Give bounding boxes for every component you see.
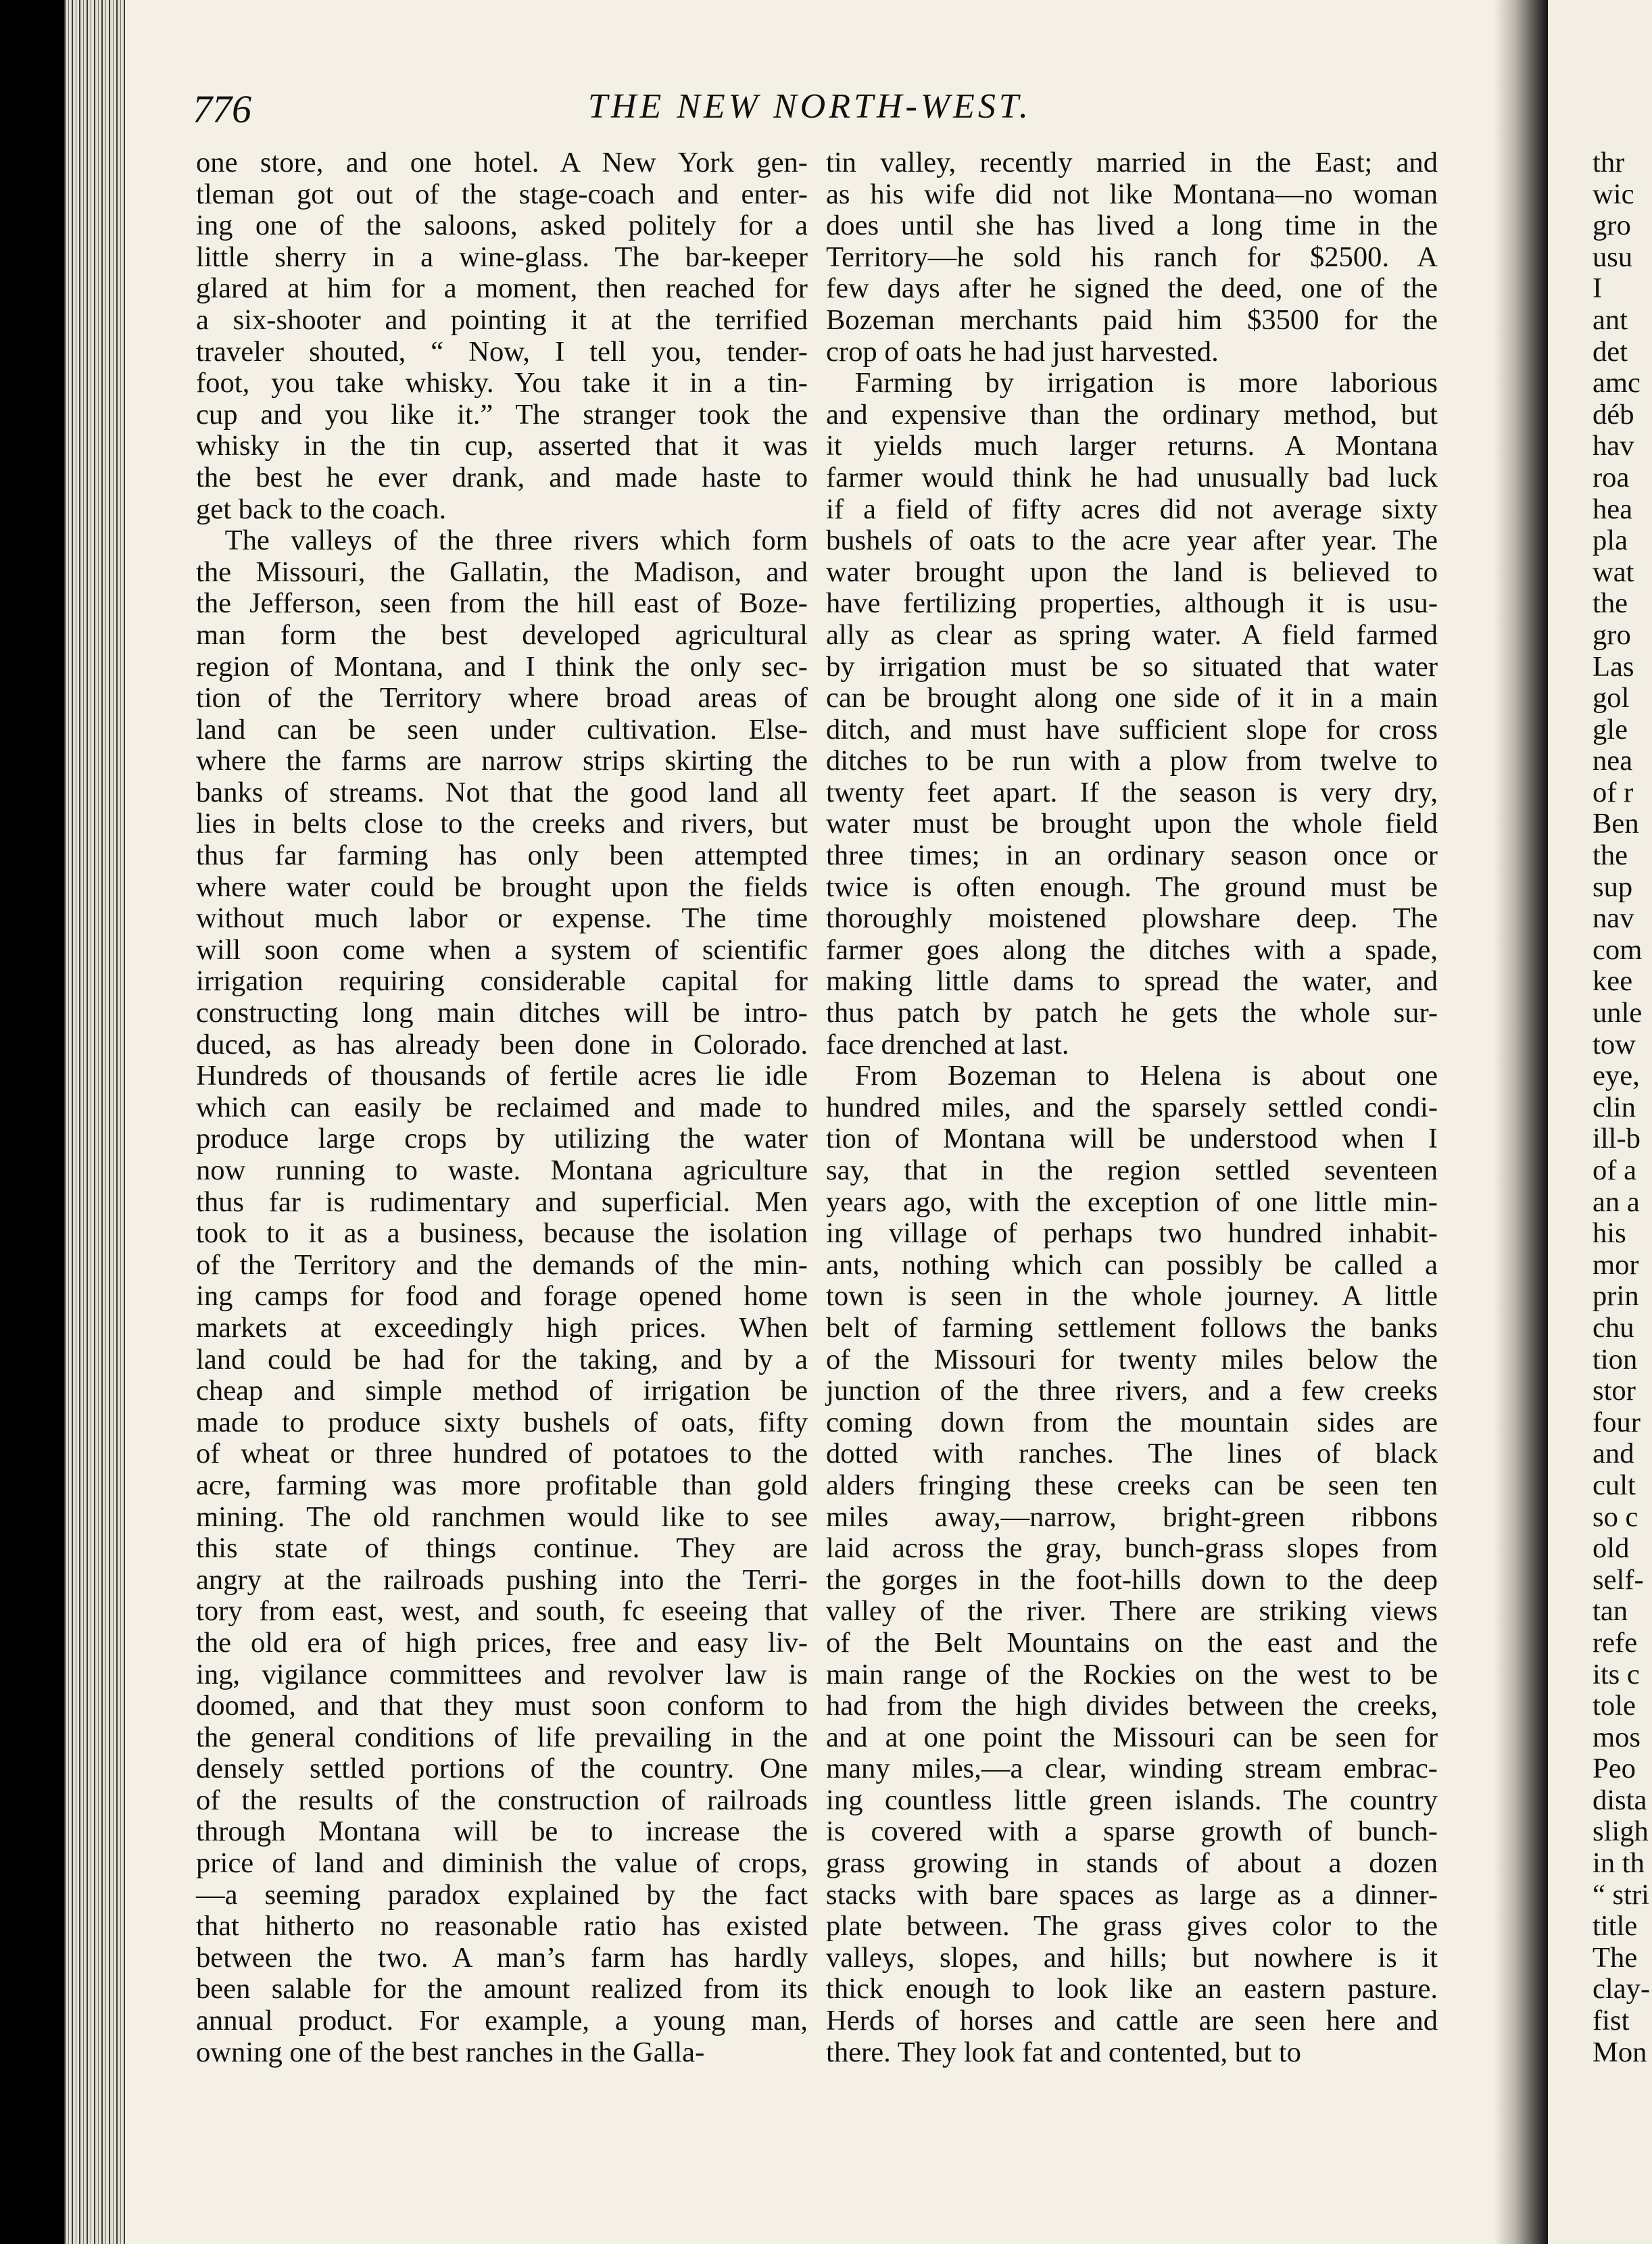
text-line: now running to waste. Montana agriculture bbox=[196, 1154, 808, 1186]
text-line: cup and you like it.” The stranger took the bbox=[196, 398, 808, 431]
left-column bbox=[196, 147, 808, 2162]
text-line: the gorges in the foot-hills down to the deep bbox=[826, 1563, 1438, 1596]
facing-page-line: wat bbox=[1593, 556, 1634, 588]
text-line: many miles,—a clear, winding stream embrac- bbox=[826, 1753, 1438, 1785]
facing-page-line: sligh bbox=[1593, 1815, 1649, 1848]
text-line: tion of Montana will be understood when I bbox=[826, 1123, 1438, 1155]
facing-page-line: det bbox=[1593, 335, 1628, 368]
facing-page-line: mos bbox=[1593, 1721, 1641, 1753]
page-fold-shadow bbox=[1494, 0, 1548, 2244]
text-line: foot, you take whisky. You take it in a tin- bbox=[196, 367, 808, 399]
right-column bbox=[826, 147, 1438, 2162]
facing-page-line: refe bbox=[1593, 1626, 1638, 1659]
text-line: water brought upon the land is believed to bbox=[826, 556, 1438, 588]
facing-page-line: nav bbox=[1593, 902, 1634, 935]
text-line: without much labor or expense. The time bbox=[196, 902, 808, 935]
text-line: if a field of fifty acres did not average sixty bbox=[826, 493, 1438, 525]
text-line: price of land and diminish the value of crops, bbox=[196, 1847, 808, 1880]
text-line: irrigation requiring considerable capital for bbox=[196, 965, 808, 998]
text-line: can be brought along one side of it in a main bbox=[826, 682, 1438, 714]
text-line: farmer would think he had unusually bad luck bbox=[826, 461, 1438, 493]
facing-page-line: eye, bbox=[1593, 1060, 1640, 1092]
text-line: main range of the Rockies on the west to be bbox=[826, 1658, 1438, 1690]
text-line: does until she has lived a long time in the bbox=[826, 210, 1438, 242]
text-line: a six-shooter and pointing it at the terrified bbox=[196, 303, 808, 336]
text-line: face drenched at last. bbox=[826, 1028, 1069, 1060]
facing-page-line: Ben bbox=[1593, 808, 1639, 840]
running-head: THE NEW NORTH-WEST. bbox=[588, 87, 1031, 126]
text-line: —a seeming paradox explained by the fact bbox=[196, 1878, 808, 1911]
facing-page-line: mor bbox=[1593, 1248, 1639, 1281]
facing-page-line: kee bbox=[1593, 965, 1633, 998]
text-line: laid across the gray, bunch-grass slopes from bbox=[826, 1532, 1438, 1565]
text-line: ing, vigilance committees and revolver law is bbox=[196, 1658, 808, 1690]
facing-page-line: usu bbox=[1593, 241, 1633, 273]
text-line: whisky in the tin cup, asserted that it was bbox=[196, 430, 808, 462]
text-line: belt of farming settlement follows the banks bbox=[826, 1311, 1438, 1344]
facing-page-line: unle bbox=[1593, 997, 1643, 1029]
facing-page-line: roa bbox=[1593, 461, 1630, 493]
text-line: cheap and simple method of irrigation be bbox=[196, 1375, 808, 1407]
facing-page-line: clay- bbox=[1593, 1973, 1651, 2005]
text-line: get back to the coach. bbox=[196, 493, 447, 525]
text-line: made to produce sixty bushels of oats, fifty bbox=[196, 1406, 808, 1438]
text-line: duced, as has already been done in Colorado. bbox=[196, 1028, 808, 1060]
text-line: the best he ever drank, and made haste to bbox=[196, 461, 808, 493]
text-line: twice is often enough. The ground must be bbox=[826, 871, 1438, 903]
text-line: ants, nothing which can possibly be called a bbox=[826, 1248, 1438, 1281]
text-line: glared at him for a moment, then reached for bbox=[196, 272, 808, 305]
text-line: constructing long main ditches will be intro- bbox=[196, 997, 808, 1029]
facing-page-line: of a bbox=[1593, 1154, 1637, 1186]
text-line: one store, and one hotel. A New York gen- bbox=[196, 147, 808, 178]
text-line: tin valley, recently married in the East; and bbox=[826, 147, 1438, 178]
text-line: is covered with a sparse growth of bunch- bbox=[826, 1815, 1438, 1848]
text-line: ing one of the saloons, asked politely for a bbox=[196, 210, 808, 242]
facing-page-line: four bbox=[1593, 1406, 1641, 1438]
text-line: valleys, slopes, and hills; but nowhere is it bbox=[826, 1941, 1438, 1974]
facing-page-line: self- bbox=[1593, 1563, 1644, 1596]
facing-page-line: thr bbox=[1593, 147, 1625, 178]
text-line: the general conditions of life prevailing in the bbox=[196, 1721, 808, 1753]
text-line: produce large crops by utilizing the water bbox=[196, 1123, 808, 1155]
facing-page-line: clin bbox=[1593, 1091, 1636, 1123]
text-line: have fertilizing properties, although it is usu- bbox=[826, 587, 1438, 620]
text-line: bushels of oats to the acre year after year. The bbox=[826, 525, 1438, 557]
text-line: took to it as a business, because the isolation bbox=[196, 1217, 808, 1250]
text-line: thus patch by patch he gets the whole sur- bbox=[826, 997, 1438, 1029]
text-line: hundred miles, and the sparsely settled condi- bbox=[826, 1091, 1438, 1123]
facing-page-line: Las bbox=[1593, 650, 1634, 683]
facing-page-line: Mon bbox=[1593, 2036, 1647, 2068]
facing-page-line: and bbox=[1593, 1438, 1634, 1470]
text-line: tion of the Territory where broad areas of bbox=[196, 682, 808, 714]
facing-page-line: nea bbox=[1593, 745, 1633, 777]
facing-page-line: dista bbox=[1593, 1784, 1647, 1816]
text-line: dotted with ranches. The lines of black bbox=[826, 1438, 1438, 1470]
text-line: ditch, and must have sufficient slope for cross bbox=[826, 713, 1438, 746]
text-line: town is seen in the whole journey. A little bbox=[826, 1280, 1438, 1313]
text-line: banks of streams. Not that the good land all bbox=[196, 776, 808, 808]
text-line: the old era of high prices, free and easy liv- bbox=[196, 1626, 808, 1659]
facing-page-line: in th bbox=[1593, 1847, 1645, 1880]
text-line: lies in belts close to the creeks and rivers, but bbox=[196, 808, 808, 840]
text-line: making little dams to spread the water, and bbox=[826, 965, 1438, 998]
text-line: thick enough to look like an eastern pasture. bbox=[826, 1973, 1438, 2005]
facing-page-text bbox=[1593, 147, 1650, 2068]
text-line: that hitherto no reasonable ratio has existed bbox=[196, 1910, 808, 1943]
text-line: tory from east, west, and south, fc eseeing that bbox=[196, 1595, 808, 1628]
facing-page-line: tan bbox=[1593, 1595, 1628, 1628]
facing-page-line: so c bbox=[1593, 1501, 1638, 1533]
facing-page-line: fist bbox=[1593, 2005, 1630, 2037]
text-line: years ago, with the exception of one little min- bbox=[826, 1186, 1438, 1218]
facing-page-line: its c bbox=[1593, 1658, 1640, 1690]
text-line: From Bozeman to Helena is about one bbox=[854, 1060, 1438, 1092]
text-line: water must be brought upon the whole field bbox=[826, 808, 1438, 840]
text-line: Territory—he sold his ranch for $2500. A bbox=[826, 241, 1438, 273]
facing-page-line: tion bbox=[1593, 1343, 1638, 1375]
text-line: densely settled portions of the country. One bbox=[196, 1753, 808, 1785]
facing-page-line: hav bbox=[1593, 430, 1634, 462]
text-line: ing village of perhaps two hundred inhabit- bbox=[826, 1217, 1438, 1250]
text-line: angry at the railroads pushing into the Terri- bbox=[196, 1563, 808, 1596]
facing-page-line: tole bbox=[1593, 1690, 1636, 1722]
text-line: annual product. For example, a young man, bbox=[196, 2005, 808, 2037]
text-line: by irrigation must be so situated that water bbox=[826, 650, 1438, 683]
text-line: and expensive than the ordinary method, but bbox=[826, 398, 1438, 431]
text-line: thus far is rudimentary and superficial. Men bbox=[196, 1186, 808, 1218]
text-line: and at one point the Missouri can be seen for bbox=[826, 1721, 1438, 1753]
facing-page-line: the bbox=[1593, 587, 1628, 620]
text-line: this state of things continue. They are bbox=[196, 1532, 808, 1565]
facing-page-line: an a bbox=[1593, 1186, 1640, 1218]
text-line: miles away,—narrow, bright-green ribbons bbox=[826, 1501, 1438, 1533]
facing-page-line: the bbox=[1593, 839, 1628, 872]
text-line: of the Territory and the demands of the min- bbox=[196, 1248, 808, 1281]
text-line: land could be had for the taking, and by a bbox=[196, 1343, 808, 1375]
facing-page-line: “ stri bbox=[1593, 1878, 1649, 1911]
facing-page-line: his bbox=[1593, 1217, 1626, 1250]
page-number: 776 bbox=[193, 87, 251, 131]
text-line: had from the high divides between the creeks, bbox=[826, 1690, 1438, 1722]
facing-page-line: old bbox=[1593, 1532, 1630, 1565]
text-line: valley of the river. There are striking views bbox=[826, 1595, 1438, 1628]
facing-page-line: déb bbox=[1593, 398, 1634, 431]
text-line: of the results of the construction of railroads bbox=[196, 1784, 808, 1816]
text-line: land can be seen under cultivation. Else- bbox=[196, 713, 808, 746]
facing-page-line: The bbox=[1593, 1941, 1638, 1974]
text-line: plate between. The grass gives color to the bbox=[826, 1910, 1438, 1943]
text-line: man form the best developed agricultural bbox=[196, 618, 808, 651]
text-line: markets at exceedingly high prices. When bbox=[196, 1311, 808, 1344]
facing-page-line: pla bbox=[1593, 525, 1628, 557]
facing-page-line: I bbox=[1593, 272, 1603, 305]
text-line: thoroughly moistened plowshare deep. The bbox=[826, 902, 1438, 935]
facing-page-line: tow bbox=[1593, 1028, 1636, 1060]
text-line: few days after he signed the deed, one of the bbox=[826, 272, 1438, 305]
facing-page-line: wic bbox=[1593, 178, 1634, 210]
text-line: through Montana will be to increase the bbox=[196, 1815, 808, 1848]
facing-page-line: of r bbox=[1593, 776, 1634, 808]
text-line: twenty feet apart. If the season is very dry, bbox=[826, 776, 1438, 808]
text-line: ally as clear as spring water. A field farmed bbox=[826, 618, 1438, 651]
text-line: owning one of the best ranches in the Galla- bbox=[196, 2036, 705, 2068]
text-line: ing camps for food and forage opened home bbox=[196, 1280, 808, 1313]
text-line: Bozeman merchants paid him $3500 for the bbox=[826, 303, 1438, 336]
facing-page-line: cult bbox=[1593, 1469, 1636, 1501]
text-line: alders fringing these creeks can be seen ten bbox=[826, 1469, 1438, 1501]
facing-page-line: gle bbox=[1593, 713, 1628, 746]
text-line: the Jefferson, seen from the hill east of Boze- bbox=[196, 587, 808, 620]
text-line: which can easily be reclaimed and made to bbox=[196, 1091, 808, 1123]
facing-page-line: amc bbox=[1593, 367, 1641, 399]
text-line: been salable for the amount realized from its bbox=[196, 1973, 808, 2005]
facing-page-line: gro bbox=[1593, 210, 1631, 242]
facing-page-line: chu bbox=[1593, 1311, 1634, 1344]
text-line: of wheat or three hundred of potatoes to the bbox=[196, 1438, 808, 1470]
facing-page-line: com bbox=[1593, 933, 1643, 966]
text-line: region of Montana, and I think the only sec- bbox=[196, 650, 808, 683]
text-line: Herds of horses and cattle are seen here and bbox=[826, 2005, 1438, 2037]
text-line: doomed, and that they must soon conform to bbox=[196, 1690, 808, 1722]
facing-page-line: ant bbox=[1593, 303, 1628, 336]
text-line: stacks with bare spaces as large as a dinner- bbox=[826, 1878, 1438, 1911]
facing-page-line: gro bbox=[1593, 618, 1631, 651]
text-line: mining. The old ranchmen would like to see bbox=[196, 1501, 808, 1533]
text-line: crop of oats he had just harvested. bbox=[826, 335, 1219, 368]
facing-page-line: stor bbox=[1593, 1375, 1636, 1407]
text-line: little sherry in a wine-glass. The bar-keeper bbox=[196, 241, 808, 273]
text-line: ditches to be run with a plow from twelve to bbox=[826, 745, 1438, 777]
text-line: between the two. A man’s farm has hardly bbox=[196, 1941, 808, 1974]
page-gutter-edges bbox=[64, 0, 125, 2244]
text-line: ing countless little green islands. The country bbox=[826, 1784, 1438, 1816]
facing-page-line: ill-b bbox=[1593, 1123, 1641, 1155]
text-line: of the Belt Mountains on the east and the bbox=[826, 1626, 1438, 1659]
text-line: The valleys of the three rivers which form bbox=[224, 525, 808, 557]
text-line: the Missouri, the Gallatin, the Madison, and bbox=[196, 556, 808, 588]
text-line: where the farms are narrow strips skirting the bbox=[196, 745, 808, 777]
text-line: where water could be brought upon the fields bbox=[196, 871, 808, 903]
facing-page bbox=[1548, 0, 1652, 2244]
text-line: of the Missouri for twenty miles below the bbox=[826, 1343, 1438, 1375]
text-line: traveler shouted, “ Now, I tell you, tender- bbox=[196, 335, 808, 368]
facing-page-line: sup bbox=[1593, 871, 1633, 903]
text-line: as his wife did not like Montana—no woman bbox=[826, 178, 1438, 210]
text-line: three times; in an ordinary season once or bbox=[826, 839, 1438, 872]
text-line: it yields much larger returns. A Montana bbox=[826, 430, 1438, 462]
text-line: coming down from the mountain sides are bbox=[826, 1406, 1438, 1438]
text-line: say, that in the region settled seventeen bbox=[826, 1154, 1438, 1186]
text-line: acre, farming was more profitable than gold bbox=[196, 1469, 808, 1501]
text-line: farmer goes along the ditches with a spade, bbox=[826, 933, 1438, 966]
facing-page-line: Peo bbox=[1593, 1753, 1636, 1785]
text-line: thus far farming has only been attempted bbox=[196, 839, 808, 872]
facing-page-line: prin bbox=[1593, 1280, 1639, 1313]
facing-page-line: hea bbox=[1593, 493, 1633, 525]
facing-page-line: gol bbox=[1593, 682, 1630, 714]
text-line: Hundreds of thousands of fertile acres lie idle bbox=[196, 1060, 808, 1092]
text-line: junction of the three rivers, and a few creeks bbox=[826, 1375, 1438, 1407]
text-line: grass growing in stands of about a dozen bbox=[826, 1847, 1438, 1880]
text-line: will soon come when a system of scientific bbox=[196, 933, 808, 966]
text-line: there. They look fat and contented, but to bbox=[826, 2036, 1301, 2068]
text-line: Farming by irrigation is more laborious bbox=[854, 367, 1438, 399]
text-line: tleman got out of the stage-coach and enter- bbox=[196, 178, 808, 210]
facing-page-line: title bbox=[1593, 1910, 1638, 1943]
